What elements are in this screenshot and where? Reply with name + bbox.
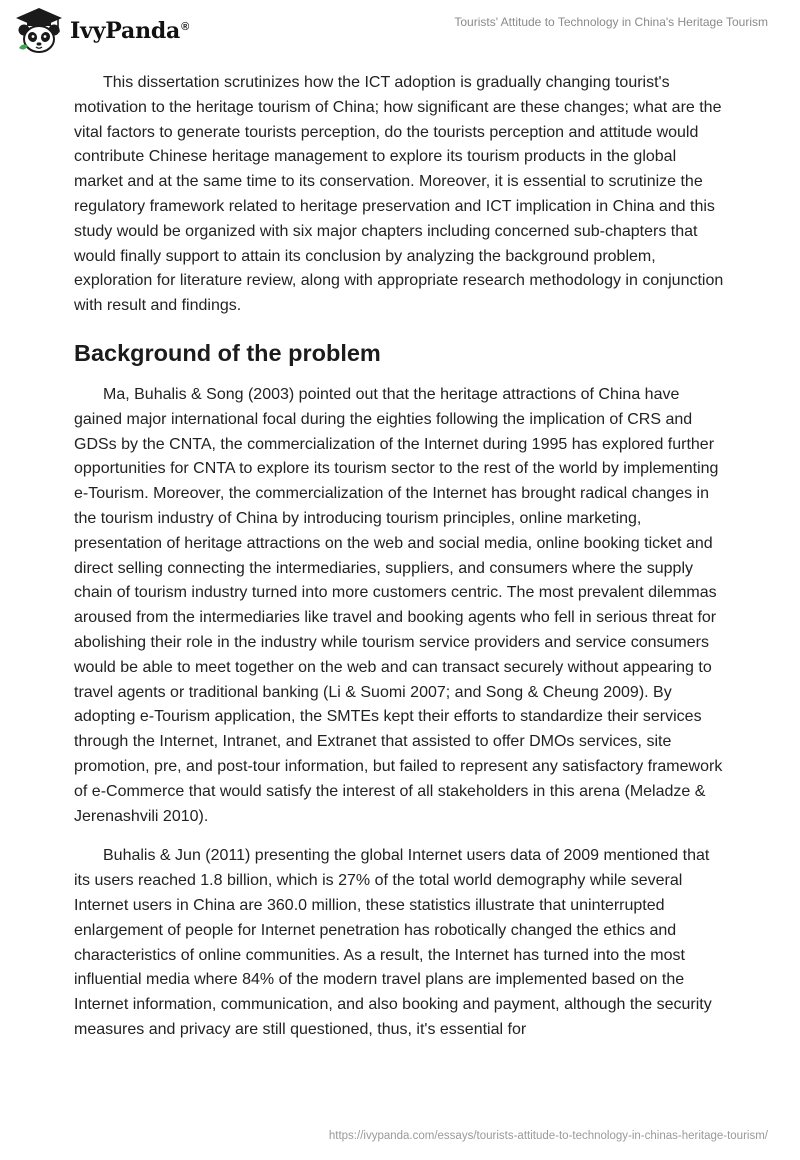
document-title: Tourists' Attitude to Technology in China's Heritage Tourism xyxy=(454,15,768,29)
panda-graduate-icon xyxy=(14,6,64,56)
article-body xyxy=(74,71,726,1043)
page-header xyxy=(0,0,800,70)
brand-logo[interactable] xyxy=(14,6,189,56)
section-heading: Background of the problem xyxy=(74,339,381,366)
brand-name: IvyPanda® xyxy=(70,18,190,44)
body-paragraph: Buhalis & Jun (2011) presenting the global Internet users data of 2009 mentioned that its users reached 1.8 billion, which is 27% of the total world demography while several Internet users in China are 360.0 million, these statistics illustrate that uninterrupted enlargement of people for Internet penetration has robotically changed the ethics and characteristics of online communities. As a result, the Internet has turned into the most influential media where 84% of the modern travel plans are implemented based on the Internet information, communication, and also booking and payment, although the security measures and privacy are still questioned, thus, it's essential for xyxy=(74,847,712,1038)
intro-paragraph: This dissertation scrutinizes how the ICT adoption is gradually changing tourist's motivation to the heritage tourism of China; how significant are these changes; what are the vital factors to generate tourists perception, do the tourists perception and attitude would contribute Chinese heritage management to explore its tourism products in the global market and at the same time to its conservation. Moreover, it is essential to scrutinize the regulatory framework related to heritage preservation and ICT implication in China and this study would be organized with six major chapters including concerned sub-chapters that would finally support to attain its conclusion by analyzing the background problem, exploration for literature review, along with appropriate research methodology in conjunction with result and findings. xyxy=(74,74,724,315)
body-paragraph: Ma, Buhalis & Song (2003) pointed out that the heritage attractions of China have gained major international focal during the eighties following the implication of CRS and GDSs by the CNTA, the commercialization of the Internet during 1995 has explored further opportunities for CNTA to explore its tourism sector to the rest of the world by implementing e-Tourism. Moreover, the commercialization of the Internet has brought radical changes in the tourism industry of China by introducing tourism principles, online marketing, presentation of heritage attractions on the web and social media, online booking ticket and direct selling connecting the intermediaries, suppliers, and consumers where the supply chain of tourism industry turned into more customers centric. The most prevalent dilemmas aroused from the intermediaries like travel and booking agents who fell in serious threat for abolishing their role in the industry while tourism service providers and service consumers would be able to meet together on the web and can transact securely without appearing to travel agents or traditional banking (Li & Suomi 2007; and Song & Cheung 2009). By adopting e-Tourism application, the SMTEs kept their efforts to standardize their services through the Internet, Intranet, and Extranet that assisted to offer DMOs services, site promotion, pre, and post-tour information, but failed to represent any satisfactory framework of e-Commerce that would satisfy the interest of all stakeholders in this arena (Meladze & Jerenashvili 2010). xyxy=(74,385,723,825)
source-url[interactable]: https://ivypanda.com/essays/tourists-attitude-to-technology-in-chinas-heritage-tourism/ xyxy=(328,1130,768,1142)
